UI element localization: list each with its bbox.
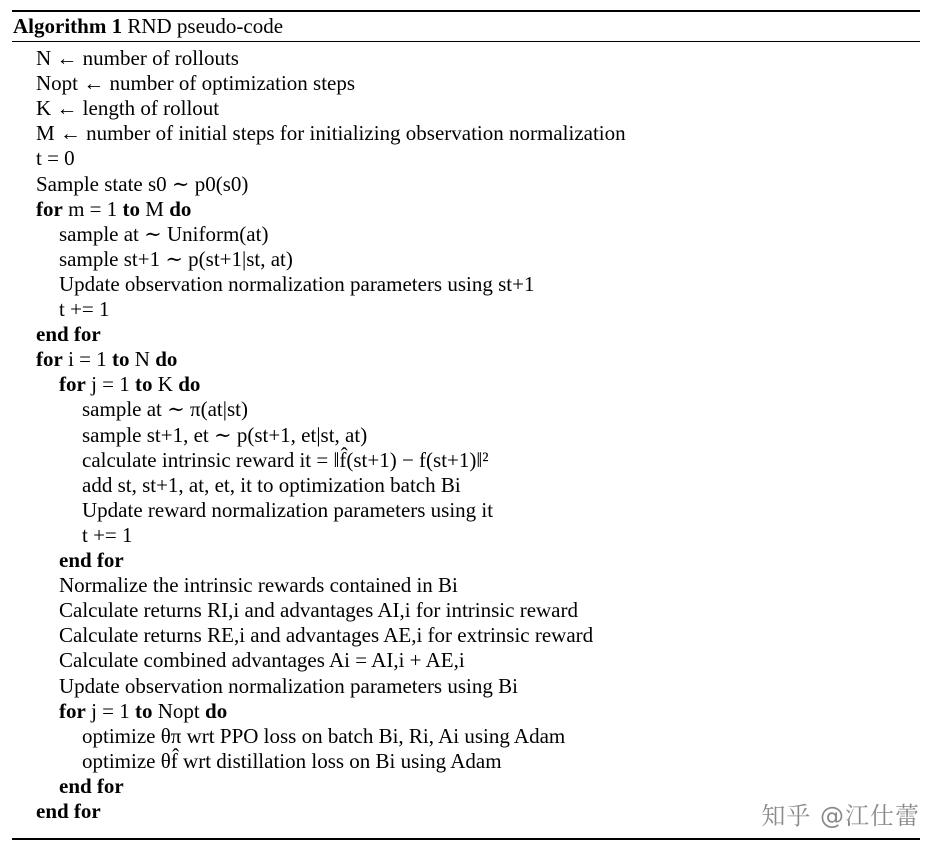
pseudocode-line: calculate intrinsic reward it = ‖f̂(st+1) − f(st+1)‖² — [82, 447, 489, 472]
pseudocode-line: end for — [36, 322, 101, 347]
pseudocode-line: Update reward normalization parameters using it — [82, 497, 494, 522]
pseudocode-line: sample st+1 ∼ p(st+1|st, at) — [59, 246, 293, 271]
pseudocode-line: sample at ∼ π(at|st) — [82, 397, 248, 422]
pseudocode-line: sample at ∼ Uniform(at) — [59, 221, 269, 246]
pseudocode-line: t += 1 — [59, 297, 110, 321]
pseudocode-line: N ← number of rollouts — [36, 46, 239, 70]
pseudocode-line: add st, st+1, at, et, it to optimization batch Bi — [82, 472, 461, 497]
pseudocode-line: optimize θf̂ wrt distillation loss on Bi using Adam — [82, 748, 502, 773]
pseudocode-line: end for — [59, 548, 124, 572]
pseudocode-line: Update observation normalization parameters using st+1 — [59, 271, 535, 296]
pseudocode-line: Sample state s0 ∼ p0(s0) — [36, 171, 249, 196]
pseudocode-line: for m = 1 to M do — [36, 196, 192, 221]
pseudocode-line: Calculate returns RE,i and advantages AE,i for extrinsic reward — [59, 623, 594, 648]
pseudocode-line: K ← length of rollout — [36, 96, 220, 121]
watermark: 知乎 @江仕蕾 — [761, 802, 920, 830]
bottom-rule — [12, 838, 920, 840]
pseudocode-line: Update observation normalization parameters using Bi — [59, 673, 518, 698]
pseudocode-line: for j = 1 to Nopt do — [59, 698, 228, 723]
pseudocode-line: t += 1 — [82, 522, 133, 547]
pseudocode-line: optimize θπ wrt PPO loss on batch Bi, Ri, Ai using Adam — [82, 723, 566, 748]
caption-rule — [12, 41, 920, 42]
algorithm-title: RND pseudo-code — [127, 14, 284, 38]
pseudocode-line: Calculate combined advantages Ai = AI,i + AE,i — [59, 648, 465, 673]
pseudocode-line: sample st+1, et ∼ p(st+1, et|st, at) — [82, 422, 368, 447]
pseudocode-line: for j = 1 to K do — [59, 372, 201, 397]
pseudocode-line: Normalize the intrinsic rewards contained in Bi — [59, 573, 458, 598]
pseudocode-line: end for — [59, 773, 124, 798]
algorithm-label: Algorithm 1 — [13, 14, 123, 38]
pseudocode-line: t = 0 — [36, 146, 75, 171]
pseudocode-line: end for — [36, 799, 101, 823]
pseudocode-line: for i = 1 to N do — [36, 347, 178, 372]
pseudocode-line: M ← number of initial steps for initializing observation normalization — [36, 121, 626, 146]
pseudocode-line: Calculate returns RI,i and advantages AI,i for intrinsic reward — [59, 598, 578, 623]
pseudocode-line: Nopt ← number of optimization steps — [36, 71, 356, 96]
algorithm-caption — [13, 12, 283, 40]
